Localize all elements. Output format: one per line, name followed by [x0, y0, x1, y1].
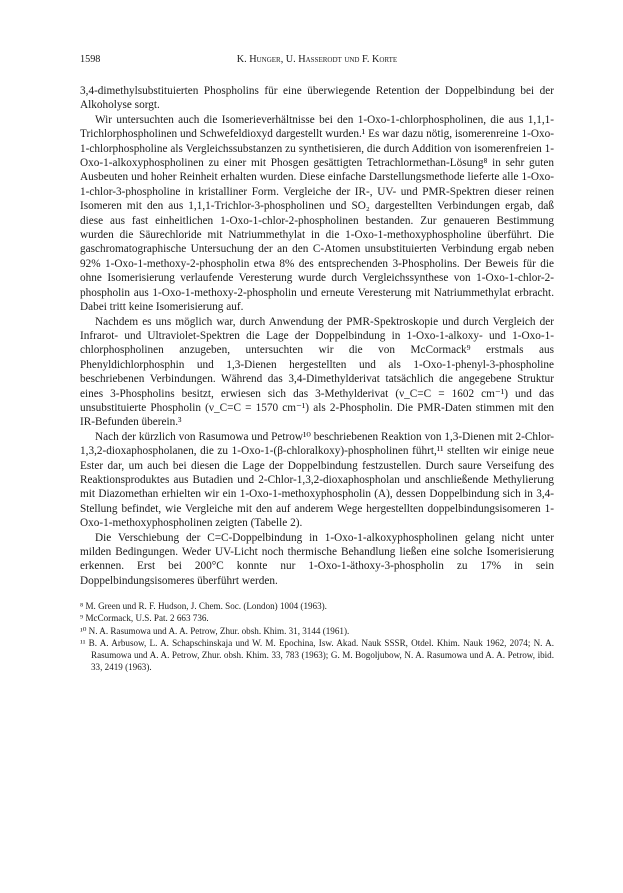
paragraph: 3,4-dimethylsubstituierten Phospholins für eine überwiegende Retention der Doppelbindung bei der Alkoholyse sorgt. — [80, 85, 554, 112]
page-header — [80, 54, 554, 70]
paragraph: Nachdem es uns möglich war, durch Anwendung der PMR-Spektroskopie und durch Vergleich der Infrarot- und Ultraviolet-Spektren die Lage der Doppelbindung in 1-Oxo-1-alkoxy- und 1-Oxo-1-chlorphospholinen anzugeben, untersuchten wir die von McCormack⁹ erstmals aus Phenyldichlorphosphin und 1,3-Dienen hergestellten und als 1-Oxo-1-phenyl-3-phospholine beschriebenen Verbindungen. Während das 3,4-Dimethylderivat tatsächlich die angegebene Struktur eines 3-Phospholins besitzt, erwiesen sich das 3-Methylderivat (ν_C=C = 1602 cm⁻¹) und das unsubstituierte Phospholin (ν_C=C = 1570 cm⁻¹) als 2-Phospholin. Die PMR-Daten stimmen mit den IR-Befunden überein.³ — [80, 315, 554, 429]
footnote: ¹¹ B. A. Arbusow, L. A. Schapschinskaja und W. M. Epochina, Isw. Akad. Nauk SSSR, Otdel. Khim. Nauk 1962, 2074; N. A. Rasumowa und A. A. Petrow, Zhur. obsh. Khim. 33, 783 (1963); G. M. Bogoljubow, N. A. Rasumowa und A. A. Petrow, ibid. 33, 2419 (1963). — [80, 637, 554, 673]
footnote: ⁸ M. Green und R. F. Hudson, J. Chem. Soc. (London) 1004 (1963). — [80, 601, 327, 612]
footnotes — [80, 600, 554, 673]
paragraph: Nach der kürzlich von Rasumowa und Petrow¹⁰ beschriebenen Reaktion von 1,3-Dienen mit 2-Chlor-1,3,2-dioxaphospholanen, die zu 1-Oxo-1-(β-chloralkoxy)-phospholinen führt,¹¹ stellten wir einige neue Ester dar, um auch bei diesen die Lage der Doppelbindung festzustellen. Durch saure Verseifung des Reaktionsproduktes aus Butadien und 2-Chlor-1,3,2-dioxaphospholan und anschließende Methylierung mit Diazomethan erhielten wir ein 1-Oxo-1-methoxyphospholin (A), dessen Doppelbindung sich in 3,4-Stellung befindet, wie Vergleiche mit den auf anderem Wege hergestellten doppelbindungsisomeren 1-Oxo-1-methoxyphospholinen zeigten (Tabelle 2). — [80, 430, 554, 530]
body-text — [80, 84, 554, 588]
journal-page — [80, 54, 554, 673]
footnote: ¹⁰ N. A. Rasumowa und A. A. Petrow, Zhur. obsh. Khim. 31, 3144 (1961). — [80, 625, 350, 636]
running-head-authors: K. Hunger, U. Hasserodt und F. Korte — [236, 54, 398, 65]
paragraph: Die Verschiebung der C=C-Doppelbindung in 1-Oxo-1-alkoxyphospholinen gelang nicht unter milden Bedingungen. Weder UV-Licht noch thermische Behandlung ließen eine solche Isomerisierung erkennen. Erst bei 200°C konnte nur 1-Oxo-1-äthoxy-3-phospholin zu 17% in sein Doppelbindungsisomeres überführt werden. — [80, 531, 554, 587]
footnote: ⁹ McCormack, U.S. Pat. 2 663 736. — [80, 613, 209, 624]
page-number: 1598 — [80, 54, 101, 65]
paragraph: Wir untersuchten auch die Isomerieverhältnisse bei den 1-Oxo-1-chlorphospholinen, die aus 1,1,1-Trichlorphospholinen und Schwefeldioxyd dargestellt wurden.¹ Es war dazu nötig, isomerenreine 1-Oxo-1-chlorphospholine als Vergleichssubstanzen zu synthetisieren, die durch Addition von isomerenfreien 1-Oxo-1-alkoxyphospholinen zu einer mit Phosgen gesättigten Tetrachlormethan-Lösung⁸ in sehr guten Ausbeuten und hoher Reinheit erhalten wurden. Diese einfache Darstellungsmethode lieferte alle 1-Oxo-1-chlor-3-phospholine in kristalliner Form. Vergleiche der IR-, UV- und PMR-Spektren dieser reinen Isomeren mit den aus 1,1,1-Trichlor-3-phospholinen und SO₂ dargestellten Verbindungen ergab, daß diese aus fast einheitlichen 1-Oxo-1-chlor-2-phospholinen bestanden. Zur genaueren Bestimmung wurden die Säurechloride mit Natriummethylat in die 1-Oxo-1-methoxyphospholine überführt. Die gaschromatographische Untersuchung der an den C-Atomen unsubstituierten Verbindung ergab neben 92% 1-Oxo-1-methoxy-2-phospholin etwa 8% des entsprechenden 3-Phospholins. Der Beweis für die ohne Isomerisierung verlaufende Veresterung wurde durch Vergleichssynthese von 1-Oxo-1-chlor-2-phospholin aus 1-Oxo-1-methoxy-2-phospholin und erneute Veresterung mit Natriummethylat erbracht. Dabei tritt keine Isomerisierung auf. — [80, 113, 554, 314]
